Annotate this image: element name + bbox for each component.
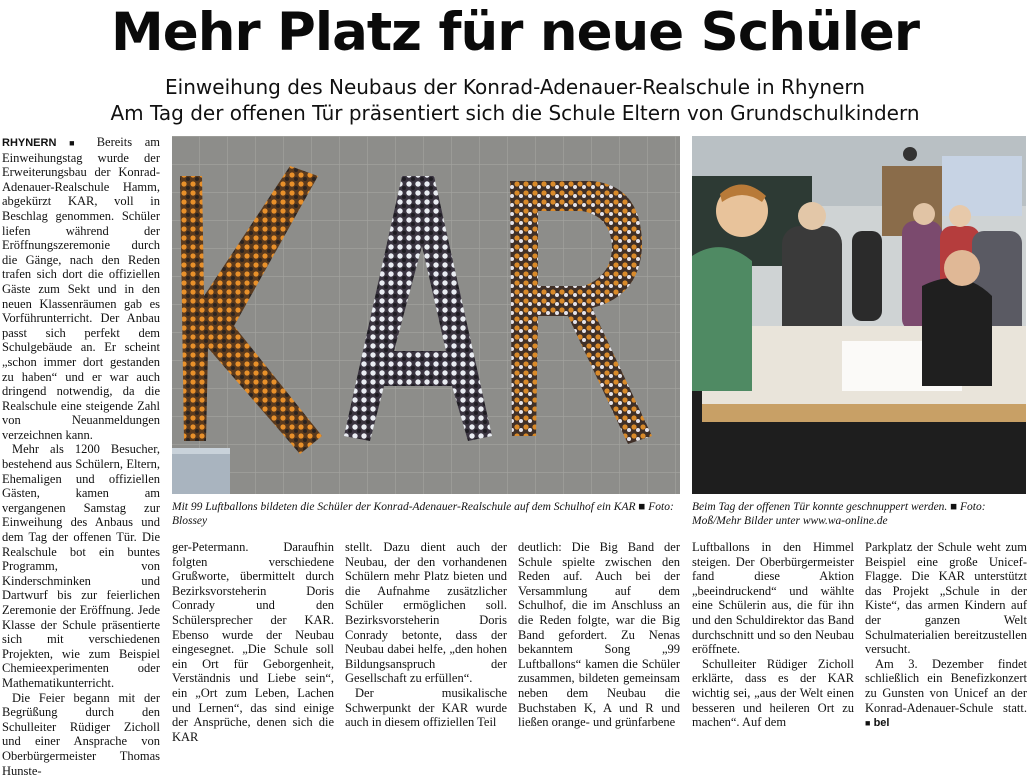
schoolyard-image — [172, 136, 680, 494]
paragraph: stellt. Dazu dient auch der Neubau, der den vorhandenen Schülern mehr Platz bieten und die Aufnahme zusätzlicher Schüler ermöglichen soll. Bezirksvorsteherin Doris Conrady betonte, dass der Neubau dabei helfe, „den hohen Bildungsanspruch der Gesellschaft zu erfüllen“. — [345, 540, 507, 686]
headline: Mehr Platz für neue Schüler — [111, 2, 919, 63]
paragraph: Die Feier begann mit der Begrüßung durch den Schulleiter Rüdiger Zicholl und einer Ansprache von Oberbürgermeister Thomas Hunste- — [2, 690, 160, 778]
article-column-1 — [2, 135, 160, 778]
photo-kar-formation — [172, 136, 680, 494]
photo-right-caption: Beim Tag der offenen Tür konnte geschnuppert werden. ■ Foto: Moß/Mehr Bilder unter www.wa-online.de — [692, 501, 986, 527]
author-initials: bel — [873, 717, 890, 730]
subheadline-2: Am Tag der offenen Tür präsentiert sich die Schule Eltern von Grundschulkindern — [110, 101, 920, 125]
article-column-5 — [692, 540, 854, 730]
bullet-square: ■ — [69, 138, 85, 148]
photo-right-credit: Foto: Moß/Mehr Bilder unter www.wa-online.de — [692, 501, 986, 527]
paragraph: Luftballons in den Himmel steigen. Der Oberbürgermeister fand diese Aktion „beeindruckend“ und wählte eine Schülerin aus, die für ihn und den Schuldirektor das Band durchschnitt und so den Neubau eröffnete. — [692, 540, 854, 657]
paragraph: Parkplatz der Schule weht zum Beispiel eine große Unicef-Flagge. Die KAR unterstützt das Projekt „Schule in der Kiste“, das armen Kindern auf der ganzen Welt Schulmaterialien bereitzustellen versucht. — [865, 540, 1027, 657]
paragraph: deutlich: Die Big Band der Schule spielte zwischen den Reden auf. Auch bei der Versammlung auf dem Schulhof, die im Anschluss an die Reden folgte, war die Big Band gefordert. Zu Nenas bekanntem Song „99 Luftballons“ kamen die Schüler zusammen, bildeten gemeinsam neben dem Neubau die Buchstaben K, A und R und ließen orange- und grünfarbene — [518, 540, 680, 730]
paragraph: Am 3. Dezember findet schließlich ein Benefizkonzert zu Gunsten von Unicef an der Konrad-Adenauer-Schule statt. ■ bel — [865, 656, 1027, 730]
paragraph: Der musikalische Schwerpunkt der KAR wurde auch in diesem offiziellen Teil — [345, 685, 507, 730]
dateline: RHYNERN — [2, 137, 57, 149]
article-column-6 — [865, 540, 1027, 731]
paragraph: ger-Petermann. Daraufhin folgten verschiedene Grußworte, übermittelt durch Bezirksvorsteherin Doris Conrady und den Schülersprecher der KAR. Ebenso wurde der Neubau eingesegnet. „Die Schule soll ein Ort für Geborgenheit, Verständnis und Liebe sein“, ein „Ort zum Leben, Lachen und Lernen“, das sind einige der Ansprüche, denen sich die KAR — [172, 540, 334, 744]
subheadline-1: Einweihung des Neubaus der Konrad-Adenauer-Realschule in Rhynern — [165, 75, 865, 99]
bullet-square: ■ — [865, 718, 871, 729]
paragraph: Mehr als 1200 Besucher, bestehend aus Schülern, Eltern, Ehemaligen und offiziellen Gästen, kamen am vergangenen Samstag zur Einweihung des Anbaus und dem Tag der offenen Tür. Die Realschule bot ein buntes Programm, von Kinderschminken und Dartwurf bis zur feierlichen Zeremonie der Eröffnung. Jede Klasse der Schule präsentierte sich mit verschiedenen Projekten, wie zum Beispiel Chemieexperimenten oder Mathematikunterricht. — [2, 442, 160, 690]
photo-left-credit: Foto: Blossey — [172, 501, 674, 527]
article-column-4 — [518, 540, 680, 730]
classroom-image — [692, 136, 1026, 494]
photo-open-day — [692, 136, 1026, 494]
paragraph: Schulleiter Rüdiger Zicholl erklärte, dass es der KAR wichtig sei, „aus der Welt einen besseren und heileren Ort zu machen“. Auf dem — [692, 656, 854, 730]
article-column-3 — [345, 540, 507, 730]
article-column-2 — [172, 540, 334, 744]
paragraph: Bereits am Einweihungstag wurde der Erweiterungsbau der Konrad-Adenauer-Realschule Hamm, abgekürzt KAR, voll in Beschlag genommen. Schüler liefen während der Eröffnungszeremonie durch die Gänge, nach den Reden trafen sich dort die offiziellen Gäste zum Sekt und in den neuen Klassenräumen gab es Vorführunterricht. Der Anbau passt sich perfekt dem Schulgebäude an. Er scheint „schon immer dort gestanden zu haben“ und er war auch dringend notwendig, da die Realschule eine steigende Zahl von Neuanmeldungen verzeichnen kann. — [2, 135, 161, 442]
photo-left-caption: Mit 99 Luftballons bildeten die Schüler der Konrad-Adenauer-Realschule auf dem Schulhof ein KAR ■ Foto: Blossey — [172, 501, 674, 527]
